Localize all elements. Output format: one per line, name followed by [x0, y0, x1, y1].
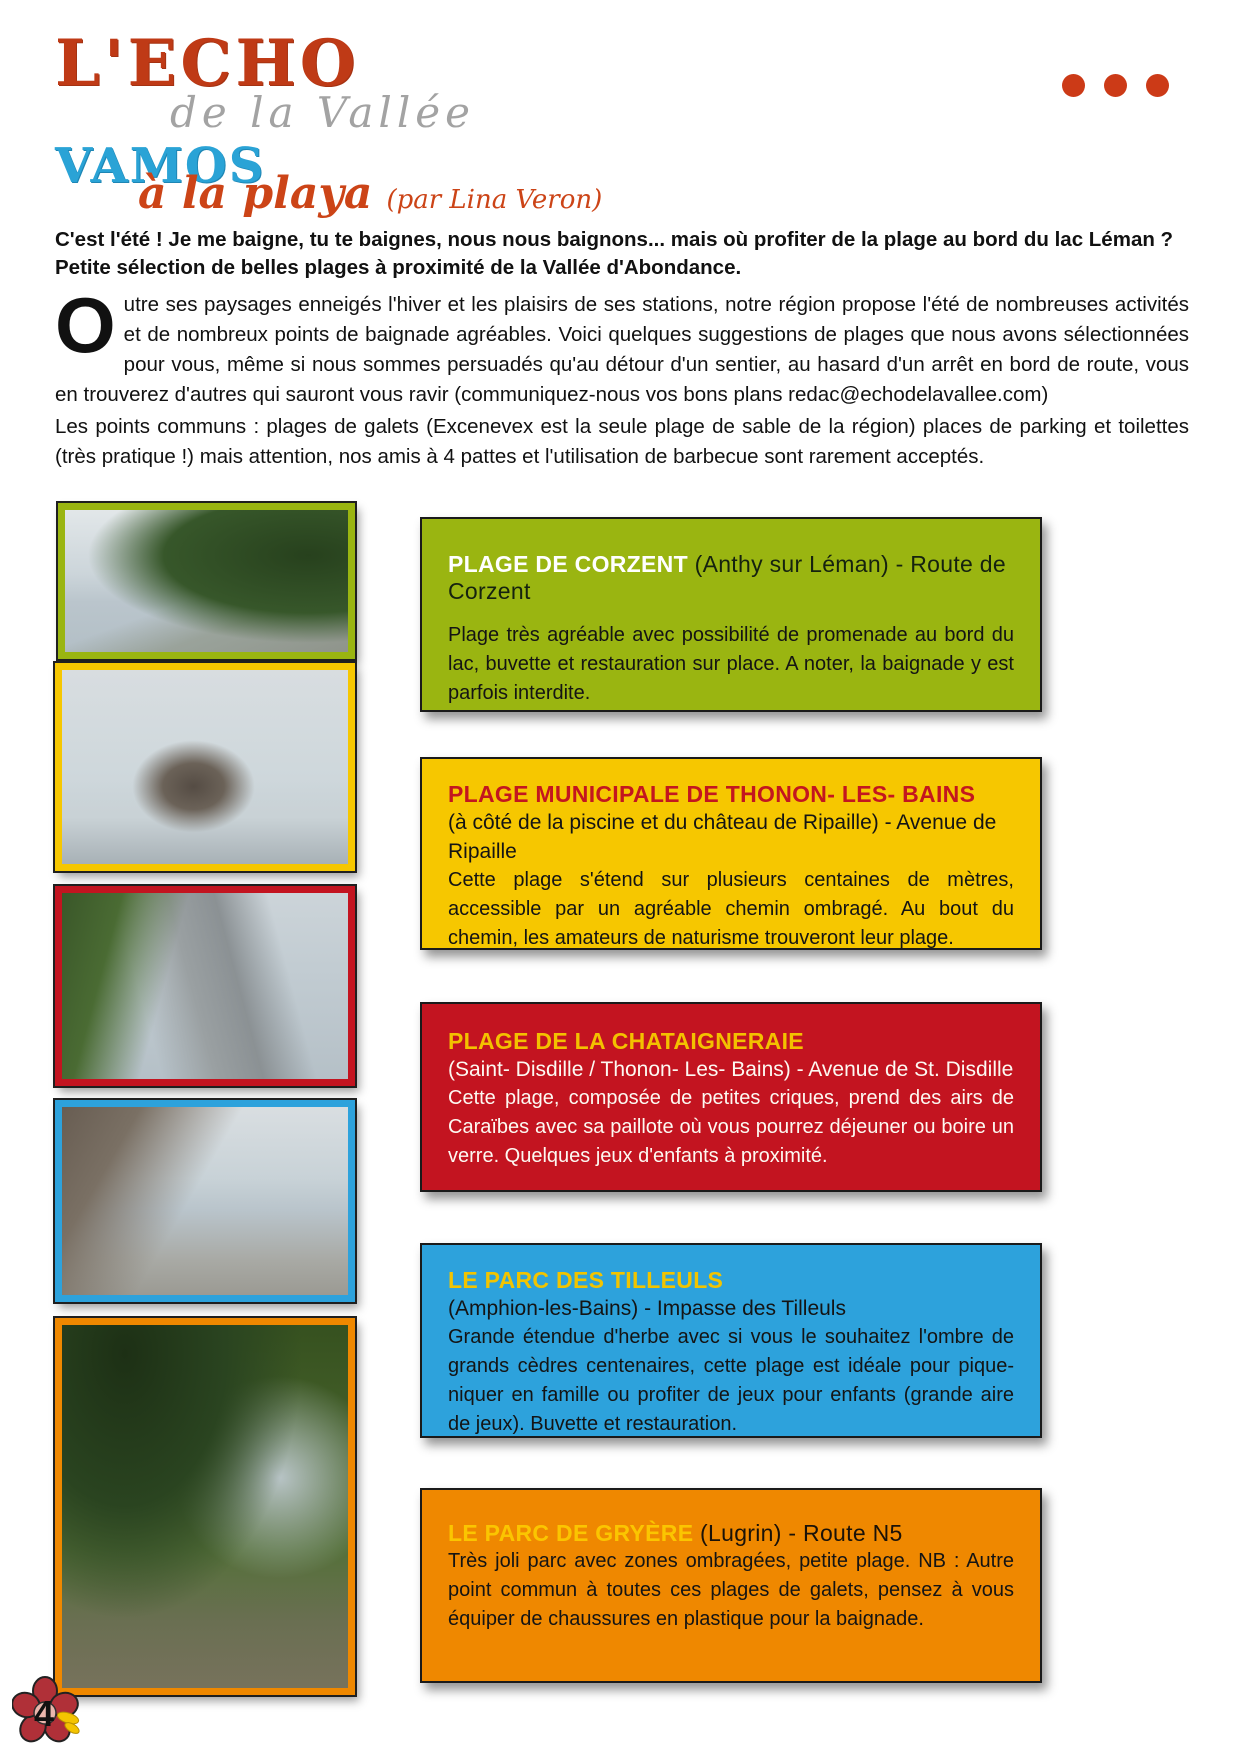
decorative-dots — [1062, 74, 1169, 97]
page-number-flower-icon — [12, 1676, 90, 1750]
beach-card-title-row — [448, 1520, 1014, 1547]
article-title — [138, 168, 602, 219]
photo-plage-de-corzent — [58, 503, 355, 659]
intro-paragraph — [55, 281, 1189, 410]
beach-description: Cette plage s'étend sur plusieurs centaines de mètres, accessible par un agréable chemin ombragé. Au bout du chemin, les amateurs de naturisme trouveront leur plage. — [448, 869, 1014, 949]
intro-paragraph-text: utre ses paysages enneigés l'hiver et les plaisirs de ses stations, notre région propose l'été de nombreuses activités et de nombreux points de baignade agréables. Voici quelques suggestions de plages que nous avons sélectionnées pour vous, même si nous sommes persuadés qu'au détour d'un sentier, au hasard d'un arrêt en bord de route, vous en trouverez d'autres qui sauront vous ravir (communiquez-nous vos bons plans redac@echodelavallee.com) — [55, 293, 1189, 406]
beach-description: Très joli parc avec zones ombragées, petite plage. NB : Autre point commun à toutes ces plages de galets, pensez à vous équiper de chaussures en plastique pour la baignade. — [448, 1550, 1014, 1630]
magazine-logo: L'ECHO — [55, 26, 360, 101]
beach-card-gryere — [420, 1488, 1042, 1683]
section-title: VAMOS — [55, 138, 266, 194]
beach-card-title-row — [448, 551, 1014, 605]
dropcap: O — [55, 281, 116, 369]
beach-card-title-row — [448, 1028, 1014, 1055]
beach-title-suffix: (Anthy sur Léman) - Route de Corzent — [448, 551, 1006, 604]
dot-icon — [1104, 74, 1127, 97]
intro-lead: C'est l'été ! Je me baigne, tu te baignes, nous nous baignons... mais où profiter de la plage au bord du lac Léman ? Petite sélection de belles plages à proximité de la Vallée d'Abondance. — [55, 228, 1174, 279]
beach-subtitle: (Amphion-les-Bains) - Impasse des Tilleuls — [448, 1297, 846, 1320]
beach-title: LE PARC DE GRYÈRE — [448, 1520, 694, 1546]
beach-title: PLAGE DE CORZENT — [448, 551, 688, 577]
magazine-logo-subtitle: de la Vallée — [170, 88, 476, 137]
beach-title: PLAGE DE LA CHATAIGNERAIE — [448, 1028, 804, 1054]
beach-card-title-row — [448, 781, 1014, 808]
beach-title-suffix: (Lugrin) - Route N5 — [693, 1520, 903, 1546]
beach-description: Plage très agréable avec possibilité de promenade au bord du lac, buvette et restauration sur place. A noter, la baignade y est parfois interdite. — [448, 624, 1014, 704]
article-byline: (par Lina Veron) — [386, 185, 603, 215]
photo-plage-de-la-chataigneraie — [55, 886, 355, 1086]
article-title-text: à la playa — [138, 168, 373, 219]
dot-icon — [1062, 74, 1085, 97]
page-number: 4 — [34, 1693, 55, 1734]
beach-card-tilleuls — [420, 1243, 1042, 1438]
photo-parc-des-tilleuls — [55, 1100, 355, 1302]
intro-paragraph-2: Les points communs : plages de galets (Excenevex est la seule plage de sable de la région) places de parking et toilettes (très pratique !) mais attention, nos amis à 4 pattes et l'utilisation de barbecue sont rarement acceptés. — [55, 415, 1189, 468]
beach-description: Grande étendue d'herbe avec si vous le souhaitez l'ombre de grands cèdres centenaires, cette plage est idéale pour pique-niquer en famille ou profiter de jeux pour enfants (grande aire de jeux). Buvette et restauration. — [448, 1326, 1014, 1435]
beach-subtitle: (Saint- Disdille / Thonon- Les- Bains) - Avenue de St. Disdille — [448, 1058, 1014, 1081]
beach-card-chataigneraie — [420, 1002, 1042, 1192]
beach-title: PLAGE MUNICIPALE DE THONON- LES- BAINS — [448, 781, 976, 807]
beach-card-thonon — [420, 757, 1042, 950]
beach-description: Cette plage, composée de petites criques, prend des airs de Caraïbes avec sa paillote où vous pourrez déjeuner ou boire un verre. Quelques jeux d'enfants à proximité. — [448, 1087, 1014, 1167]
intro-block — [55, 226, 1189, 472]
photo-parc-de-gryere — [55, 1318, 355, 1695]
beach-card-title-row — [448, 1267, 1014, 1294]
dot-icon — [1146, 74, 1169, 97]
beach-card-corzent — [420, 517, 1042, 712]
photo-plage-municipale-thonon — [55, 663, 355, 871]
beach-subtitle: (à côté de la piscine et du château de Ripaille) - Avenue de Ripaille — [448, 811, 997, 863]
beach-title: LE PARC DES TILLEULS — [448, 1267, 724, 1293]
